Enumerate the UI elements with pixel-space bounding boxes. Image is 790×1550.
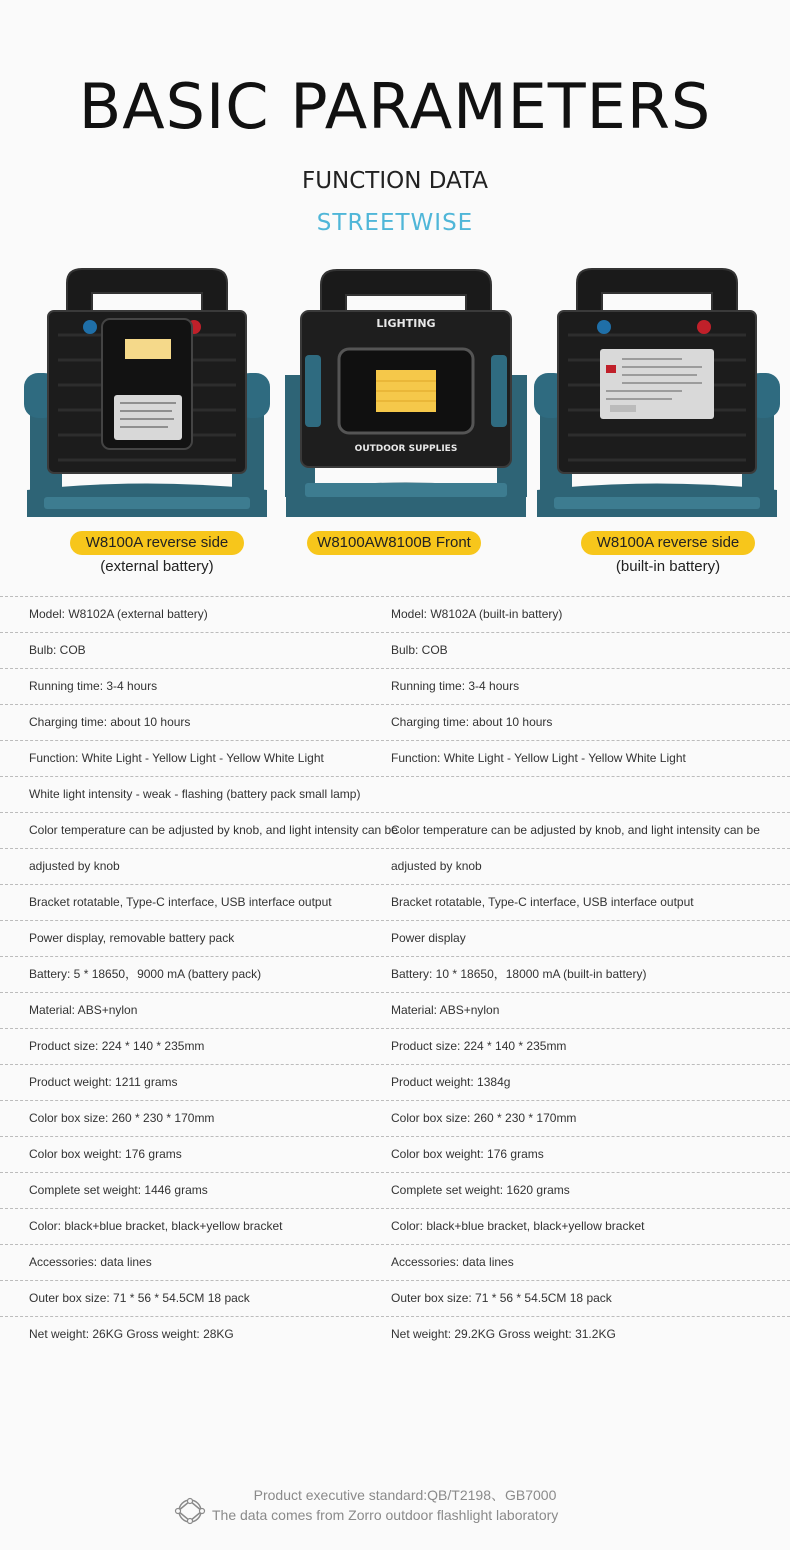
section-subtitle: FUNCTION DATA xyxy=(301,168,489,194)
spec-left: Product size: 224 * 140 * 235mm xyxy=(29,1039,205,1053)
spec-row xyxy=(0,596,790,633)
spec-row xyxy=(0,1317,790,1352)
spec-left: Product weight: 1211 grams xyxy=(29,1075,178,1089)
spec-left: Function: White Light - Yellow Light - Yellow White Light xyxy=(29,751,324,765)
spec-left: adjusted by knob xyxy=(29,859,120,873)
product-note-built-in: (built-in battery) xyxy=(615,558,721,575)
spec-right: Function: White Light - Yellow Light - Yellow White Light xyxy=(391,751,686,765)
spec-row xyxy=(0,1137,790,1173)
spec-left: Bulb: COB xyxy=(29,643,86,657)
product-image-external-battery xyxy=(22,265,272,520)
spec-left: Power display, removable battery pack xyxy=(29,931,235,945)
product-image-built-in-battery xyxy=(532,265,782,520)
spec-row xyxy=(0,1065,790,1101)
spec-row xyxy=(0,957,790,993)
spec-left: Model: W8102A (external battery) xyxy=(29,607,208,621)
spec-left: Bracket rotatable, Type-C interface, USB interface output xyxy=(29,895,332,909)
spec-left: Color box weight: 176 grams xyxy=(29,1147,182,1161)
spec-left: Charging time: about 10 hours xyxy=(29,715,191,729)
spec-row xyxy=(0,669,790,705)
spec-right: Accessories: data lines xyxy=(391,1255,514,1269)
footer-source: The data comes from Zorro outdoor flashlight laboratory xyxy=(212,1507,559,1523)
worklight-front-illustration xyxy=(281,265,531,520)
product-label-front: W8100AW8100B Front xyxy=(307,531,481,555)
spec-row xyxy=(0,1173,790,1209)
spec-row xyxy=(0,777,790,813)
footer-standard: Product executive standard:QB/T2198、GB7000 xyxy=(253,1487,557,1503)
spec-row xyxy=(0,813,790,849)
spec-left: Color box size: 260 * 230 * 170mm xyxy=(29,1111,215,1125)
product-note-external: (external battery) xyxy=(100,558,214,575)
spec-right: Net weight: 29.2KG Gross weight: 31.2KG xyxy=(391,1327,616,1341)
spec-row xyxy=(0,705,790,741)
spec-right: Battery: 10 * 18650，18000 mA (built-in battery) xyxy=(391,967,647,981)
spec-row xyxy=(0,1029,790,1065)
spec-right: Model: W8102A (built-in battery) xyxy=(391,607,563,621)
spec-left: Color: black+blue bracket, black+yellow bracket xyxy=(29,1219,283,1233)
page-title: BASIC PARAMETERS xyxy=(78,70,712,143)
brand-name: STREETWISE xyxy=(316,210,474,236)
spec-right: Color box size: 260 * 230 * 170mm xyxy=(391,1111,577,1125)
spec-row xyxy=(0,1101,790,1137)
spec-right: Charging time: about 10 hours xyxy=(391,715,553,729)
spec-left: Battery: 5 * 18650，9000 mA (battery pack) xyxy=(29,967,262,981)
spec-row xyxy=(0,633,790,669)
spec-right: Product size: 224 * 140 * 235mm xyxy=(391,1039,567,1053)
spec-right: adjusted by knob xyxy=(391,859,482,873)
spec-right: Bulb: COB xyxy=(391,643,448,657)
spec-right: Power display xyxy=(391,931,466,945)
product-label-built-in: W8100A reverse side xyxy=(581,531,755,555)
spec-row xyxy=(0,921,790,957)
spec-left: Net weight: 26KG Gross weight: 28KG xyxy=(29,1327,234,1341)
spec-row xyxy=(0,1281,790,1317)
spec-right: Material: ABS+nylon xyxy=(391,1003,500,1017)
spec-row xyxy=(0,1245,790,1281)
worklight-back-external-battery-illustration xyxy=(22,265,272,520)
spec-left: Color temperature can be adjusted by knob, and light intensity can be xyxy=(29,823,398,837)
spec-left: White light intensity - weak - flashing (battery pack small lamp) xyxy=(29,787,361,801)
front-bottom-label: OUTDOOR SUPPLIES xyxy=(354,444,458,454)
spec-table xyxy=(0,596,790,1352)
product-image-front xyxy=(281,265,531,520)
spec-right: Bracket rotatable, Type-C interface, USB interface output xyxy=(391,895,694,909)
front-top-label: LIGHTING xyxy=(376,317,436,330)
spec-row xyxy=(0,741,790,777)
spec-left: Accessories: data lines xyxy=(29,1255,152,1269)
spec-row xyxy=(0,849,790,885)
spec-right: Color: black+blue bracket, black+yellow bracket xyxy=(391,1219,645,1233)
spec-left: Running time: 3-4 hours xyxy=(29,679,158,693)
worklight-back-built-in-battery-illustration xyxy=(532,265,782,520)
spec-left: Material: ABS+nylon xyxy=(29,1003,138,1017)
spec-right: Color temperature can be adjusted by knob, and light intensity can be xyxy=(391,823,760,837)
spec-row xyxy=(0,1209,790,1245)
spec-row xyxy=(0,885,790,921)
spec-row xyxy=(0,993,790,1029)
spec-right: Product weight: 1384g xyxy=(391,1075,511,1089)
spec-right: Outer box size: 71 * 56 * 54.5CM 18 pack xyxy=(391,1291,612,1305)
spec-left: Complete set weight: 1446 grams xyxy=(29,1183,208,1197)
spec-right: Complete set weight: 1620 grams xyxy=(391,1183,570,1197)
product-label-external: W8100A reverse side xyxy=(70,531,244,555)
spec-right: Color box weight: 176 grams xyxy=(391,1147,544,1161)
spec-left: Outer box size: 71 * 56 * 54.5CM 18 pack xyxy=(29,1291,250,1305)
spec-right: Running time: 3-4 hours xyxy=(391,679,520,693)
